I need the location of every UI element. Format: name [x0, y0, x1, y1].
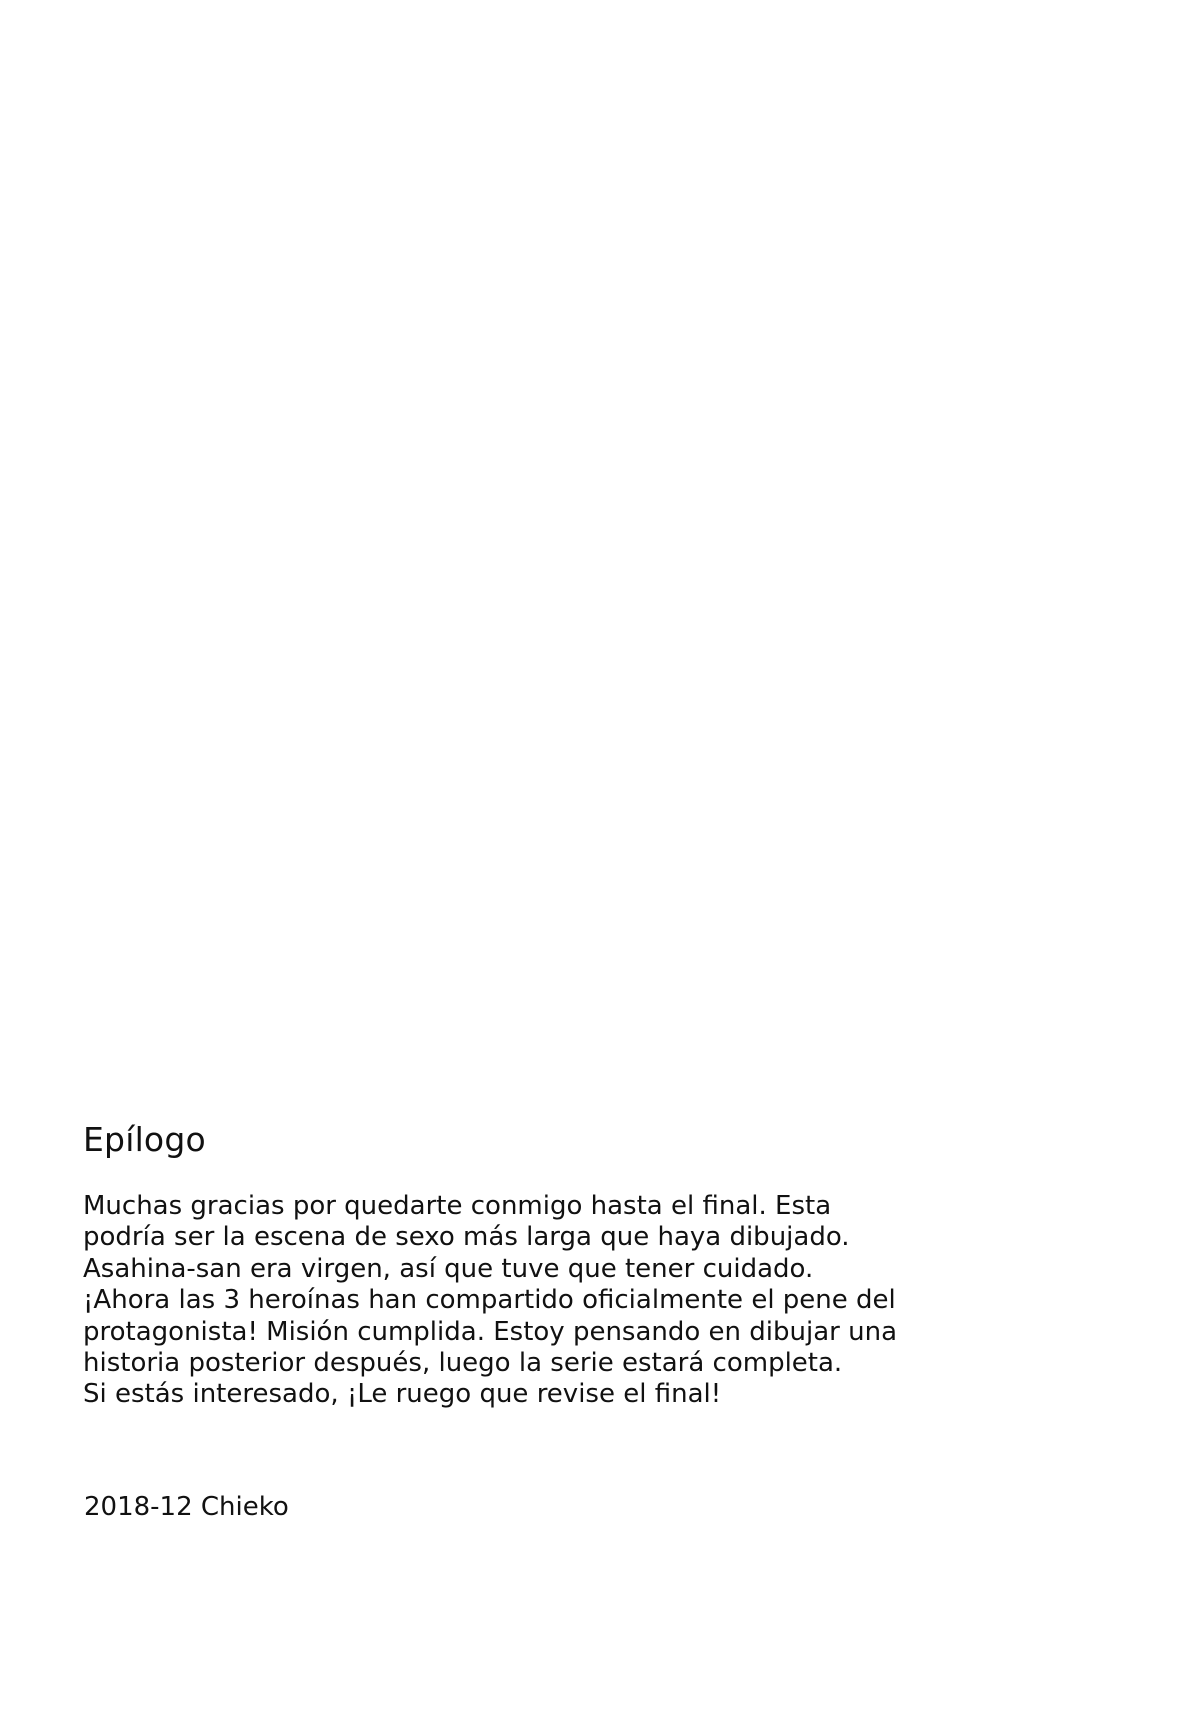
body-line: Si estás interesado, ¡Le ruego que revise el final!: [83, 1379, 722, 1410]
author-signature: 2018-12 Chieko: [84, 1492, 289, 1522]
afterword-title: Epílogo: [83, 1120, 206, 1159]
body-line: Asahina-san era virgen, así que tuve que tener cuidado.: [83, 1253, 814, 1284]
body-line: ¡Ahora las 3 heroínas han compartido oficialmente el pene del: [83, 1285, 896, 1316]
body-line: protagonista! Misión cumplida. Estoy pensando en dibujar una: [83, 1316, 898, 1347]
body-line: podría ser la escena de sexo más larga que haya dibujado.: [83, 1222, 850, 1253]
afterword-section: [83, 1118, 1083, 1411]
afterword-body: [83, 1191, 1083, 1411]
body-line: Muchas gracias por quedarte conmigo hasta el final. Esta: [83, 1191, 832, 1221]
body-line: historia posterior después, luego la serie estará completa.: [83, 1348, 843, 1379]
